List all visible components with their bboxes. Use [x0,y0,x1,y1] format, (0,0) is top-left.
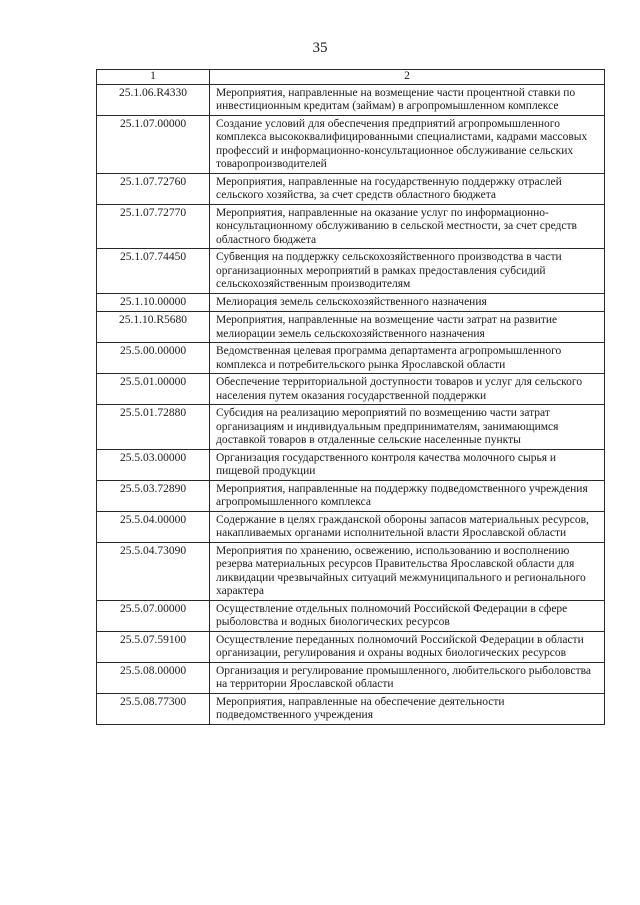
row-description: Обеспечение территориальной доступности товаров и услуг для сельского населения путем оказания государственной поддержки [210,374,605,405]
row-description: Мероприятия, направленные на поддержку подведомственного учреждения агропромышленного комплекса [210,480,605,511]
row-description: Содержание в целях гражданской обороны запасов материальных ресурсов, накапливаемых органами исполнительной власти Ярославской области [210,511,605,542]
table-row [97,405,605,450]
row-code: 25.5.01.00000 [97,374,210,405]
row-code: 25.1.06.R4330 [97,84,210,115]
table-row [97,542,605,600]
row-code: 25.1.10.00000 [97,293,210,312]
column-header-1: 1 [97,70,210,85]
row-description: Организация и регулирование промышленного, любительского рыболовства на территории Ярославской области [210,662,605,693]
row-code: 25.5.04.73090 [97,542,210,600]
row-code: 25.1.07.74450 [97,249,210,294]
row-code: 25.1.07.00000 [97,115,210,173]
budget-code-table [96,69,605,725]
table-row [97,693,605,724]
page-number: 35 [312,40,328,56]
table-row [97,343,605,374]
table-row [97,374,605,405]
row-description: Субсидия на реализацию мероприятий по возмещению части затрат организациям и индивидуальным предпринимателям, занимающимся доставкой товаров в отдаленные сельские населенные пункты [210,405,605,450]
table-row [97,293,605,312]
column-header-2: 2 [210,70,605,85]
row-description: Создание условий для обеспечения предприятий агропромышленного комплекса высококвалифицированными специалистами, кадрами массовых профессий и информационно-консультационное обслуживание сельских товаропроизводителей [210,115,605,173]
row-description: Организация государственного контроля качества молочного сырья и пищевой продукции [210,449,605,480]
row-code: 25.5.00.00000 [97,343,210,374]
row-description: Мелиорация земель сельскохозяйственного назначения [210,293,605,312]
row-description: Мероприятия, направленные на обеспечение деятельности подведомственного учреждения [210,693,605,724]
row-code: 25.1.10.R5680 [97,312,210,343]
row-description: Субвенция на поддержку сельскохозяйственного производства в части организационных мероприятий в рамках предоставления субсидий сельскохозяйственным производителям [210,249,605,294]
table-row [97,204,605,249]
row-description: Ведомственная целевая программа департамента агропромышленного комплекса и потребительского рынка Ярославской области [210,343,605,374]
row-code: 25.5.08.00000 [97,662,210,693]
table-row [97,631,605,662]
row-code: 25.5.04.00000 [97,511,210,542]
table-row [97,662,605,693]
table-row [97,449,605,480]
table-body [97,84,605,724]
table-row [97,511,605,542]
row-code: 25.1.07.72770 [97,204,210,249]
row-code: 25.1.07.72760 [97,173,210,204]
row-code: 25.5.03.72890 [97,480,210,511]
table-row [97,84,605,115]
table-row [97,312,605,343]
row-description: Мероприятия по хранению, освежению, использованию и восполнению резерва материальных ресурсов Правительства Ярославской области для ликвидации чрезвычайных ситуаций межмуниципального и регионального характера [210,542,605,600]
row-description: Мероприятия, направленные на возмещение части процентной ставки по инвестиционным кредитам (займам) в агропромышленном комплексе [210,84,605,115]
row-code: 25.5.01.72880 [97,405,210,450]
row-description: Мероприятия, направленные на возмещение части затрат на развитие мелиорации земель сельскохозяйственного назначения [210,312,605,343]
table-row [97,600,605,631]
table-row [97,115,605,173]
table-row [97,249,605,294]
table-header-row [97,70,605,85]
row-description: Мероприятия, направленные на оказание услуг по информационно-консультационному обслуживанию в сельской местности, за счет средств областного бюджета [210,204,605,249]
row-code: 25.5.07.59100 [97,631,210,662]
row-code: 25.5.07.00000 [97,600,210,631]
row-code: 25.5.08.77300 [97,693,210,724]
row-description: Осуществление отдельных полномочий Российской Федерации в сфере рыболовства и водных биологических ресурсов [210,600,605,631]
table-row [97,173,605,204]
row-description: Мероприятия, направленные на государственную поддержку отраслей сельского хозяйства, за счет средств областного бюджета [210,173,605,204]
table-row [97,480,605,511]
row-code: 25.5.03.00000 [97,449,210,480]
row-description: Осуществление переданных полномочий Российской Федерации в области организации, регулирования и охраны водных биологических ресурсов [210,631,605,662]
